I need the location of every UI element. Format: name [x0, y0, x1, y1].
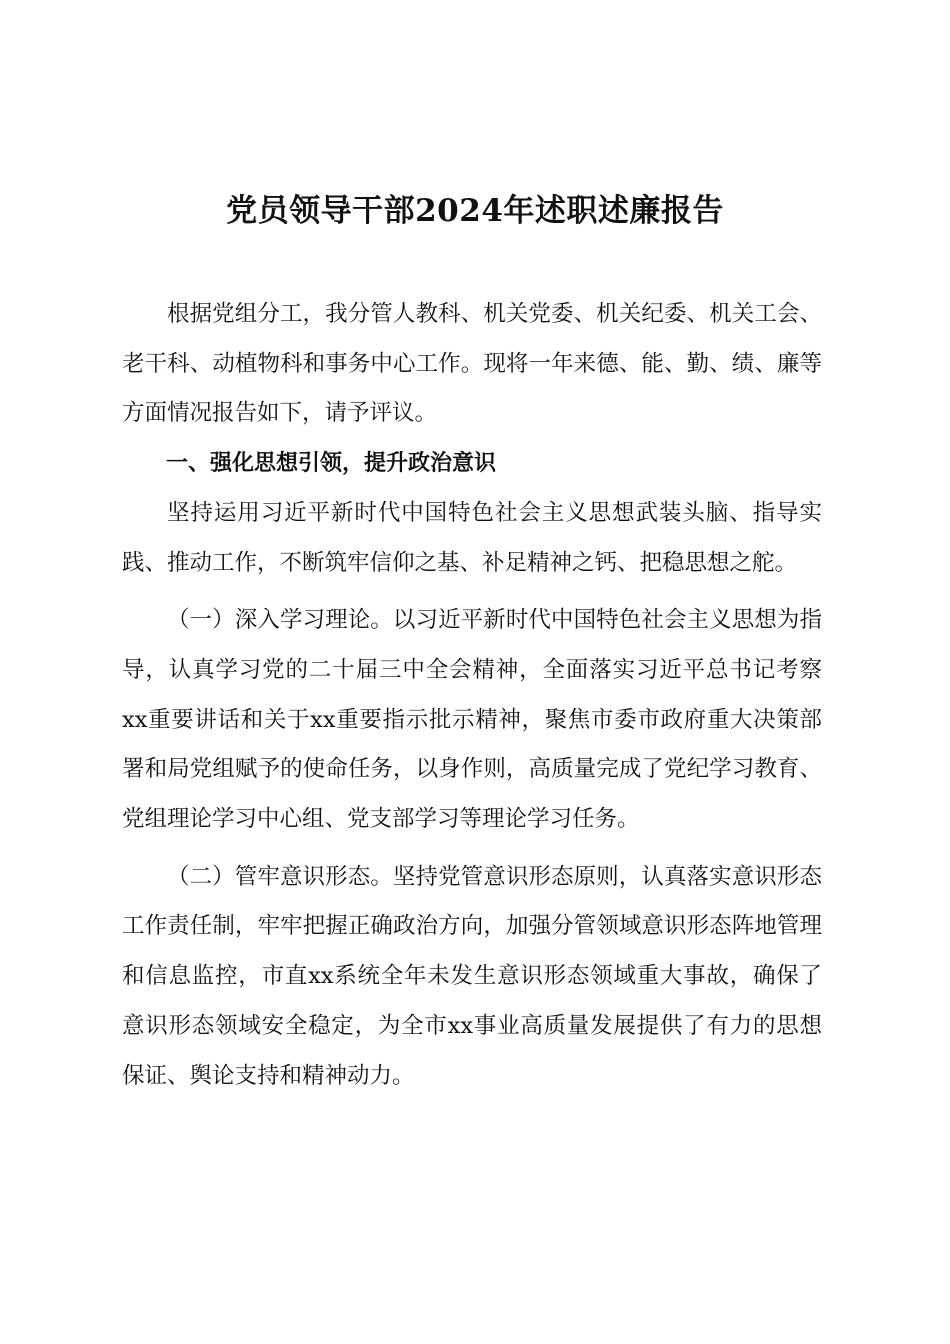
intro-paragraph: 根据党组分工，我分管人教科、机关党委、机关纪委、机关工会、老干科、动植物科和事务中心工作。现将一年来德、能、勤、绩、廉等方面情况报告如下，请予评议。 — [122, 301, 822, 427]
section-lead-paragraph: 坚持运用习近平新时代中国特色社会主义思想武装头脑、指导实践、推动工作，不断筑牢信仰之基、补足精神之钙、把稳思想之舵。 — [122, 499, 822, 576]
subsection-paragraph-1: （一）深入学习理论。以习近平新时代中国特色社会主义思想为指导，认真学习党的二十届三中全会精神，全面落实习近平总书记考察xx重要讲话和关于xx重要指示批示精神，聚焦市委市政府重大决策部署和局党组赋予的使命任务，以身作则，高质量完成了党纪学习教育、党组理论学习中心组、党支部学习等理论学习任务。 — [122, 607, 822, 833]
document-body — [122, 290, 822, 1101]
subsection-paragraph-2: （二）管牢意识形态。坚持党管意识形态原则，认真落实意识形态工作责任制，牢牢把握正确政治方向，加强分管领域意识形态阵地管理和信息监控，市直xx系统全年未发生意识形态领域重大事故，确保了意识形态领域安全稳定，为全市xx事业高质量发展提供了有力的思想保证、舆论支持和精神动力。 — [122, 863, 822, 1089]
section-heading: 一、强化思想引领，提升政治意识 — [166, 451, 497, 477]
document-title: 党员领导干部2024年述职述廉报告 — [226, 193, 724, 229]
